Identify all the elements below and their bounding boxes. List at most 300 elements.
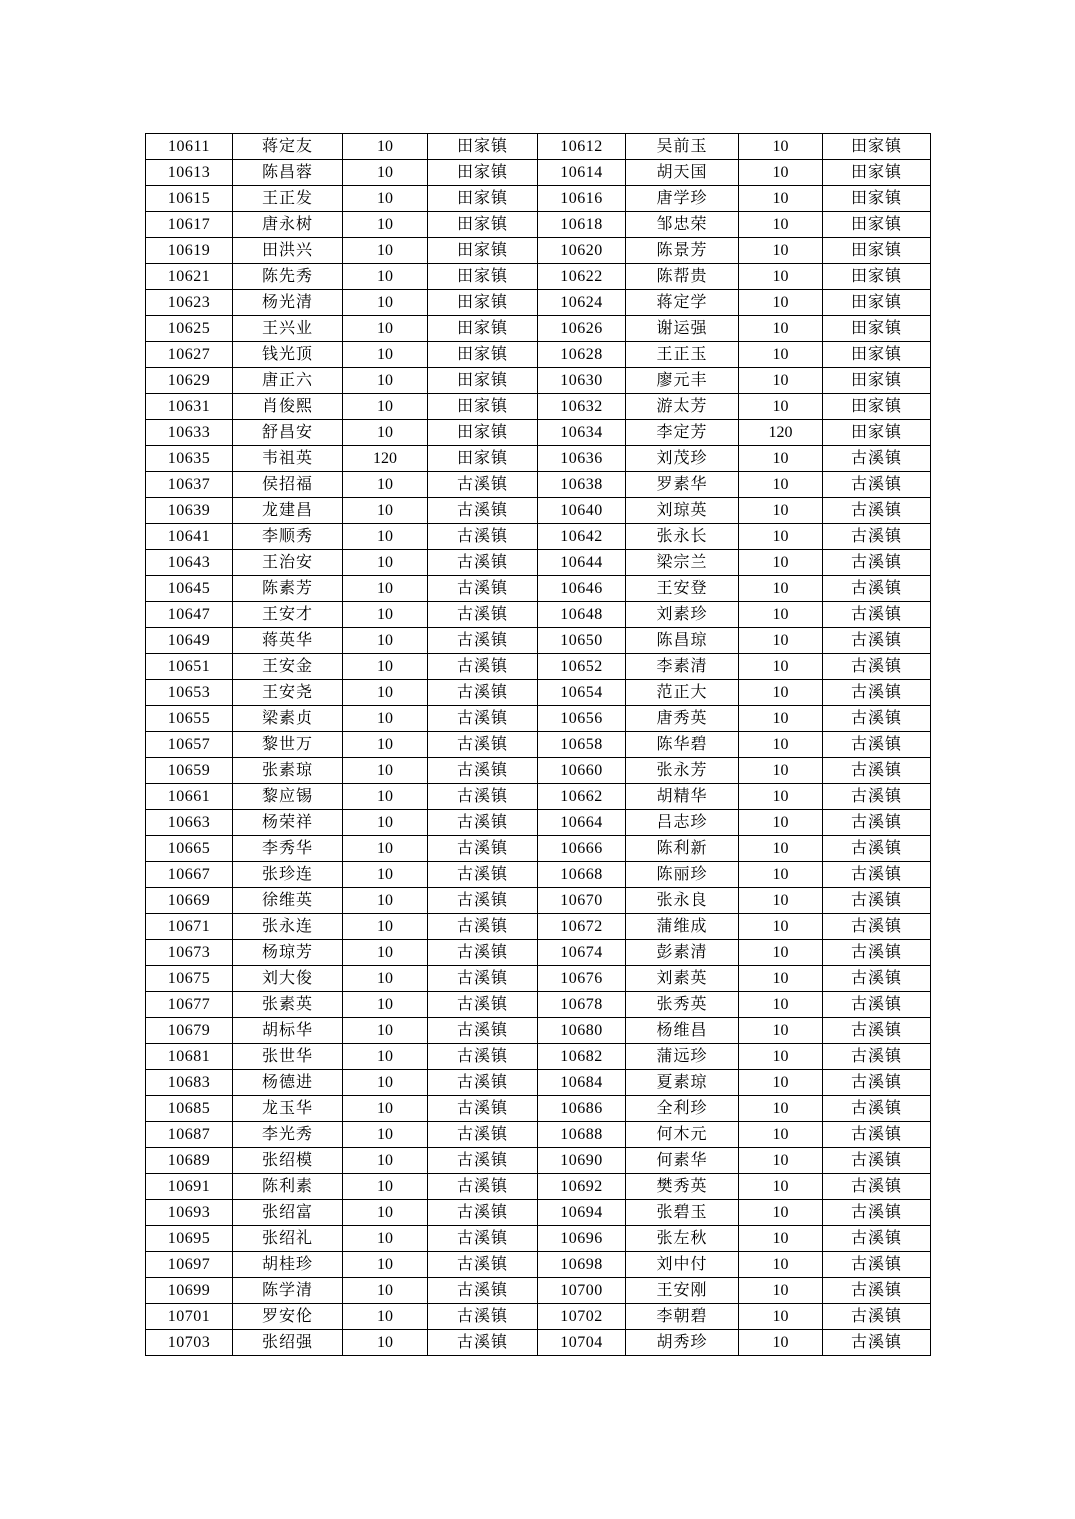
amount-cell: 10 <box>739 186 823 212</box>
id-cell: 10649 <box>146 628 233 654</box>
town-cell: 古溪镇 <box>428 914 538 940</box>
amount-cell: 10 <box>739 212 823 238</box>
town-cell: 古溪镇 <box>428 628 538 654</box>
id-cell: 10702 <box>538 1304 626 1330</box>
amount-cell: 10 <box>739 914 823 940</box>
name-cell: 李定芳 <box>626 420 739 446</box>
name-cell: 王治安 <box>233 550 343 576</box>
amount-cell: 10 <box>739 602 823 628</box>
amount-cell: 10 <box>343 1070 428 1096</box>
town-cell: 古溪镇 <box>428 862 538 888</box>
id-cell: 10633 <box>146 420 233 446</box>
table-row <box>146 940 931 966</box>
name-cell: 刘琼英 <box>626 498 739 524</box>
id-cell: 10675 <box>146 966 233 992</box>
name-cell: 张素英 <box>233 992 343 1018</box>
name-cell: 唐秀英 <box>626 706 739 732</box>
amount-cell: 10 <box>343 992 428 1018</box>
name-cell: 全利珍 <box>626 1096 739 1122</box>
table-row <box>146 706 931 732</box>
id-cell: 10676 <box>538 966 626 992</box>
amount-cell: 10 <box>739 446 823 472</box>
amount-cell: 10 <box>343 1330 428 1356</box>
town-cell: 古溪镇 <box>428 1070 538 1096</box>
id-cell: 10691 <box>146 1174 233 1200</box>
town-cell: 古溪镇 <box>428 1148 538 1174</box>
name-cell: 陈素芳 <box>233 576 343 602</box>
amount-cell: 10 <box>343 1226 428 1252</box>
table-row <box>146 1174 931 1200</box>
name-cell: 王安金 <box>233 654 343 680</box>
amount-cell: 10 <box>739 1330 823 1356</box>
amount-cell: 10 <box>739 888 823 914</box>
name-cell: 韦祖英 <box>233 446 343 472</box>
name-cell: 王安登 <box>626 576 739 602</box>
id-cell: 10657 <box>146 732 233 758</box>
id-cell: 10614 <box>538 160 626 186</box>
id-cell: 10669 <box>146 888 233 914</box>
amount-cell: 10 <box>739 1278 823 1304</box>
town-cell: 古溪镇 <box>428 524 538 550</box>
amount-cell: 10 <box>739 654 823 680</box>
town-cell: 古溪镇 <box>428 654 538 680</box>
town-cell: 古溪镇 <box>428 472 538 498</box>
town-cell: 古溪镇 <box>823 628 931 654</box>
town-cell: 古溪镇 <box>428 1330 538 1356</box>
table-row <box>146 186 931 212</box>
town-cell: 古溪镇 <box>823 602 931 628</box>
town-cell: 古溪镇 <box>428 706 538 732</box>
id-cell: 10671 <box>146 914 233 940</box>
name-cell: 张永芳 <box>626 758 739 784</box>
amount-cell: 10 <box>343 420 428 446</box>
town-cell: 田家镇 <box>428 290 538 316</box>
id-cell: 10630 <box>538 368 626 394</box>
town-cell: 古溪镇 <box>823 654 931 680</box>
amount-cell: 10 <box>343 238 428 264</box>
town-cell: 田家镇 <box>823 160 931 186</box>
id-cell: 10697 <box>146 1252 233 1278</box>
name-cell: 吴前玉 <box>626 134 739 160</box>
id-cell: 10615 <box>146 186 233 212</box>
town-cell: 古溪镇 <box>823 732 931 758</box>
id-cell: 10653 <box>146 680 233 706</box>
name-cell: 蒲维成 <box>626 914 739 940</box>
id-cell: 10644 <box>538 550 626 576</box>
id-cell: 10639 <box>146 498 233 524</box>
id-cell: 10672 <box>538 914 626 940</box>
name-cell: 彭素清 <box>626 940 739 966</box>
town-cell: 田家镇 <box>823 212 931 238</box>
town-cell: 古溪镇 <box>823 1200 931 1226</box>
town-cell: 古溪镇 <box>823 810 931 836</box>
table-row <box>146 680 931 706</box>
town-cell: 古溪镇 <box>823 1226 931 1252</box>
town-cell: 古溪镇 <box>428 1200 538 1226</box>
amount-cell: 10 <box>739 316 823 342</box>
town-cell: 田家镇 <box>428 238 538 264</box>
town-cell: 古溪镇 <box>823 888 931 914</box>
town-cell: 古溪镇 <box>428 810 538 836</box>
amount-cell: 10 <box>343 550 428 576</box>
name-cell: 游太芳 <box>626 394 739 420</box>
table-row <box>146 1122 931 1148</box>
id-cell: 10684 <box>538 1070 626 1096</box>
amount-cell: 10 <box>343 1018 428 1044</box>
town-cell: 古溪镇 <box>823 836 931 862</box>
id-cell: 10642 <box>538 524 626 550</box>
name-cell: 梁素贞 <box>233 706 343 732</box>
table-row <box>146 810 931 836</box>
table-row <box>146 654 931 680</box>
name-cell: 李光秀 <box>233 1122 343 1148</box>
name-cell: 杨荣祥 <box>233 810 343 836</box>
amount-cell: 10 <box>739 1070 823 1096</box>
name-cell: 杨琼芳 <box>233 940 343 966</box>
table-row <box>146 1096 931 1122</box>
town-cell: 田家镇 <box>823 186 931 212</box>
name-cell: 张秀英 <box>626 992 739 1018</box>
amount-cell: 10 <box>343 186 428 212</box>
id-cell: 10673 <box>146 940 233 966</box>
id-cell: 10661 <box>146 784 233 810</box>
name-cell: 邹忠荣 <box>626 212 739 238</box>
town-cell: 古溪镇 <box>823 1174 931 1200</box>
amount-cell: 10 <box>739 550 823 576</box>
id-cell: 10704 <box>538 1330 626 1356</box>
amount-cell: 10 <box>739 524 823 550</box>
name-cell: 蒋定友 <box>233 134 343 160</box>
amount-cell: 10 <box>343 1148 428 1174</box>
town-cell: 古溪镇 <box>428 602 538 628</box>
name-cell: 舒昌安 <box>233 420 343 446</box>
table-row <box>146 628 931 654</box>
town-cell: 古溪镇 <box>823 680 931 706</box>
id-cell: 10638 <box>538 472 626 498</box>
id-cell: 10648 <box>538 602 626 628</box>
town-cell: 田家镇 <box>823 316 931 342</box>
id-cell: 10643 <box>146 550 233 576</box>
town-cell: 古溪镇 <box>823 498 931 524</box>
name-cell: 黎世万 <box>233 732 343 758</box>
town-cell: 古溪镇 <box>823 966 931 992</box>
table-row <box>146 446 931 472</box>
town-cell: 田家镇 <box>823 134 931 160</box>
table-row <box>146 1200 931 1226</box>
amount-cell: 120 <box>343 446 428 472</box>
town-cell: 古溪镇 <box>428 940 538 966</box>
amount-cell: 10 <box>343 836 428 862</box>
amount-cell: 10 <box>739 1122 823 1148</box>
town-cell: 古溪镇 <box>428 888 538 914</box>
id-cell: 10692 <box>538 1174 626 1200</box>
name-cell: 徐维英 <box>233 888 343 914</box>
name-cell: 蒲远珍 <box>626 1044 739 1070</box>
town-cell: 古溪镇 <box>823 784 931 810</box>
id-cell: 10668 <box>538 862 626 888</box>
amount-cell: 10 <box>739 264 823 290</box>
id-cell: 10679 <box>146 1018 233 1044</box>
name-cell: 张碧玉 <box>626 1200 739 1226</box>
id-cell: 10660 <box>538 758 626 784</box>
table-row <box>146 1252 931 1278</box>
name-cell: 李顺秀 <box>233 524 343 550</box>
table-row <box>146 212 931 238</box>
id-cell: 10641 <box>146 524 233 550</box>
name-cell: 龙玉华 <box>233 1096 343 1122</box>
name-cell: 胡天国 <box>626 160 739 186</box>
name-cell: 陈帮贵 <box>626 264 739 290</box>
amount-cell: 10 <box>739 1018 823 1044</box>
name-cell: 肖俊熙 <box>233 394 343 420</box>
name-cell: 胡秀珍 <box>626 1330 739 1356</box>
town-cell: 田家镇 <box>428 446 538 472</box>
name-cell: 李素清 <box>626 654 739 680</box>
table-row <box>146 732 931 758</box>
table-row <box>146 550 931 576</box>
name-cell: 陈华碧 <box>626 732 739 758</box>
name-cell: 刘茂珍 <box>626 446 739 472</box>
id-cell: 10663 <box>146 810 233 836</box>
amount-cell: 10 <box>343 134 428 160</box>
table-row <box>146 316 931 342</box>
table-row <box>146 602 931 628</box>
amount-cell: 10 <box>343 1304 428 1330</box>
table-row <box>146 1070 931 1096</box>
town-cell: 古溪镇 <box>823 862 931 888</box>
town-cell: 古溪镇 <box>823 1070 931 1096</box>
id-cell: 10690 <box>538 1148 626 1174</box>
amount-cell: 120 <box>739 420 823 446</box>
id-cell: 10678 <box>538 992 626 1018</box>
table-row <box>146 160 931 186</box>
table-row <box>146 1018 931 1044</box>
name-cell: 刘大俊 <box>233 966 343 992</box>
amount-cell: 10 <box>343 342 428 368</box>
amount-cell: 10 <box>739 1252 823 1278</box>
amount-cell: 10 <box>739 680 823 706</box>
town-cell: 古溪镇 <box>823 1122 931 1148</box>
amount-cell: 10 <box>739 1226 823 1252</box>
name-cell: 张永长 <box>626 524 739 550</box>
id-cell: 10628 <box>538 342 626 368</box>
name-cell: 杨维昌 <box>626 1018 739 1044</box>
town-cell: 古溪镇 <box>428 550 538 576</box>
name-cell: 吕志珍 <box>626 810 739 836</box>
town-cell: 田家镇 <box>428 394 538 420</box>
id-cell: 10670 <box>538 888 626 914</box>
amount-cell: 10 <box>739 784 823 810</box>
amount-cell: 10 <box>343 1044 428 1070</box>
town-cell: 古溪镇 <box>428 576 538 602</box>
amount-cell: 10 <box>739 706 823 732</box>
town-cell: 田家镇 <box>428 160 538 186</box>
name-cell: 张左秋 <box>626 1226 739 1252</box>
id-cell: 10693 <box>146 1200 233 1226</box>
table-row <box>146 394 931 420</box>
amount-cell: 10 <box>739 1096 823 1122</box>
name-cell: 樊秀英 <box>626 1174 739 1200</box>
town-cell: 古溪镇 <box>823 1304 931 1330</box>
amount-cell: 10 <box>343 758 428 784</box>
town-cell: 田家镇 <box>823 290 931 316</box>
town-cell: 古溪镇 <box>428 732 538 758</box>
amount-cell: 10 <box>739 628 823 654</box>
town-cell: 田家镇 <box>823 264 931 290</box>
name-cell: 钱光顶 <box>233 342 343 368</box>
id-cell: 10677 <box>146 992 233 1018</box>
town-cell: 田家镇 <box>428 420 538 446</box>
table-row <box>146 576 931 602</box>
amount-cell: 10 <box>739 160 823 186</box>
name-cell: 陈昌琼 <box>626 628 739 654</box>
amount-cell: 10 <box>739 1148 823 1174</box>
id-cell: 10681 <box>146 1044 233 1070</box>
id-cell: 10629 <box>146 368 233 394</box>
table-row <box>146 1148 931 1174</box>
amount-cell: 10 <box>343 576 428 602</box>
id-cell: 10686 <box>538 1096 626 1122</box>
id-cell: 10631 <box>146 394 233 420</box>
name-cell: 张绍富 <box>233 1200 343 1226</box>
id-cell: 10667 <box>146 862 233 888</box>
id-cell: 10613 <box>146 160 233 186</box>
name-cell: 王正发 <box>233 186 343 212</box>
name-cell: 唐永树 <box>233 212 343 238</box>
amount-cell: 10 <box>343 914 428 940</box>
name-cell: 侯招福 <box>233 472 343 498</box>
name-cell: 张永连 <box>233 914 343 940</box>
town-cell: 古溪镇 <box>823 1018 931 1044</box>
table-row <box>146 342 931 368</box>
amount-cell: 10 <box>343 368 428 394</box>
town-cell: 古溪镇 <box>823 446 931 472</box>
town-cell: 田家镇 <box>823 368 931 394</box>
table-row <box>146 1304 931 1330</box>
name-cell: 陈利新 <box>626 836 739 862</box>
town-cell: 古溪镇 <box>823 576 931 602</box>
name-cell: 张绍礼 <box>233 1226 343 1252</box>
name-cell: 胡桂珍 <box>233 1252 343 1278</box>
amount-cell: 10 <box>343 290 428 316</box>
id-cell: 10617 <box>146 212 233 238</box>
id-cell: 10622 <box>538 264 626 290</box>
amount-cell: 10 <box>343 628 428 654</box>
id-cell: 10626 <box>538 316 626 342</box>
name-cell: 张绍强 <box>233 1330 343 1356</box>
amount-cell: 10 <box>343 706 428 732</box>
name-cell: 刘素珍 <box>626 602 739 628</box>
id-cell: 10685 <box>146 1096 233 1122</box>
id-cell: 10637 <box>146 472 233 498</box>
name-cell: 胡标华 <box>233 1018 343 1044</box>
amount-cell: 10 <box>343 316 428 342</box>
id-cell: 10688 <box>538 1122 626 1148</box>
amount-cell: 10 <box>343 1252 428 1278</box>
name-cell: 陈学清 <box>233 1278 343 1304</box>
town-cell: 古溪镇 <box>428 1252 538 1278</box>
town-cell: 田家镇 <box>428 186 538 212</box>
id-cell: 10624 <box>538 290 626 316</box>
amount-cell: 10 <box>343 810 428 836</box>
id-cell: 10700 <box>538 1278 626 1304</box>
amount-cell: 10 <box>739 1304 823 1330</box>
table-row <box>146 238 931 264</box>
id-cell: 10640 <box>538 498 626 524</box>
table-row <box>146 498 931 524</box>
amount-cell: 10 <box>739 342 823 368</box>
name-cell: 张素琼 <box>233 758 343 784</box>
name-cell: 龙建昌 <box>233 498 343 524</box>
table-row <box>146 888 931 914</box>
amount-cell: 10 <box>739 836 823 862</box>
id-cell: 10621 <box>146 264 233 290</box>
town-cell: 古溪镇 <box>823 472 931 498</box>
amount-cell: 10 <box>343 1174 428 1200</box>
town-cell: 古溪镇 <box>428 992 538 1018</box>
name-cell: 杨德进 <box>233 1070 343 1096</box>
id-cell: 10634 <box>538 420 626 446</box>
name-cell: 王安尧 <box>233 680 343 706</box>
table-row <box>146 524 931 550</box>
amount-cell: 10 <box>343 524 428 550</box>
amount-cell: 10 <box>739 134 823 160</box>
table-row <box>146 134 931 160</box>
town-cell: 古溪镇 <box>428 498 538 524</box>
town-cell: 古溪镇 <box>428 1174 538 1200</box>
table-row <box>146 862 931 888</box>
name-cell: 谢运强 <box>626 316 739 342</box>
town-cell: 古溪镇 <box>428 758 538 784</box>
name-cell: 杨光清 <box>233 290 343 316</box>
name-cell: 范正大 <box>626 680 739 706</box>
table-row <box>146 1044 931 1070</box>
name-cell: 何木元 <box>626 1122 739 1148</box>
id-cell: 10616 <box>538 186 626 212</box>
id-cell: 10645 <box>146 576 233 602</box>
table-row <box>146 264 931 290</box>
town-cell: 古溪镇 <box>428 784 538 810</box>
amount-cell: 10 <box>343 862 428 888</box>
town-cell: 古溪镇 <box>428 836 538 862</box>
id-cell: 10620 <box>538 238 626 264</box>
amount-cell: 10 <box>739 290 823 316</box>
name-cell: 田洪兴 <box>233 238 343 264</box>
amount-cell: 10 <box>343 472 428 498</box>
town-cell: 古溪镇 <box>823 550 931 576</box>
id-cell: 10646 <box>538 576 626 602</box>
amount-cell: 10 <box>739 394 823 420</box>
table-row <box>146 368 931 394</box>
town-cell: 古溪镇 <box>823 1044 931 1070</box>
id-cell: 10695 <box>146 1226 233 1252</box>
id-cell: 10694 <box>538 1200 626 1226</box>
town-cell: 古溪镇 <box>428 1096 538 1122</box>
amount-cell: 10 <box>343 966 428 992</box>
name-cell: 陈利素 <box>233 1174 343 1200</box>
id-cell: 10674 <box>538 940 626 966</box>
id-cell: 10625 <box>146 316 233 342</box>
table-row <box>146 966 931 992</box>
table-row <box>146 1278 931 1304</box>
town-cell: 古溪镇 <box>428 1226 538 1252</box>
table-row <box>146 758 931 784</box>
table-row <box>146 784 931 810</box>
town-cell: 古溪镇 <box>428 966 538 992</box>
id-cell: 10654 <box>538 680 626 706</box>
town-cell: 古溪镇 <box>823 706 931 732</box>
id-cell: 10651 <box>146 654 233 680</box>
